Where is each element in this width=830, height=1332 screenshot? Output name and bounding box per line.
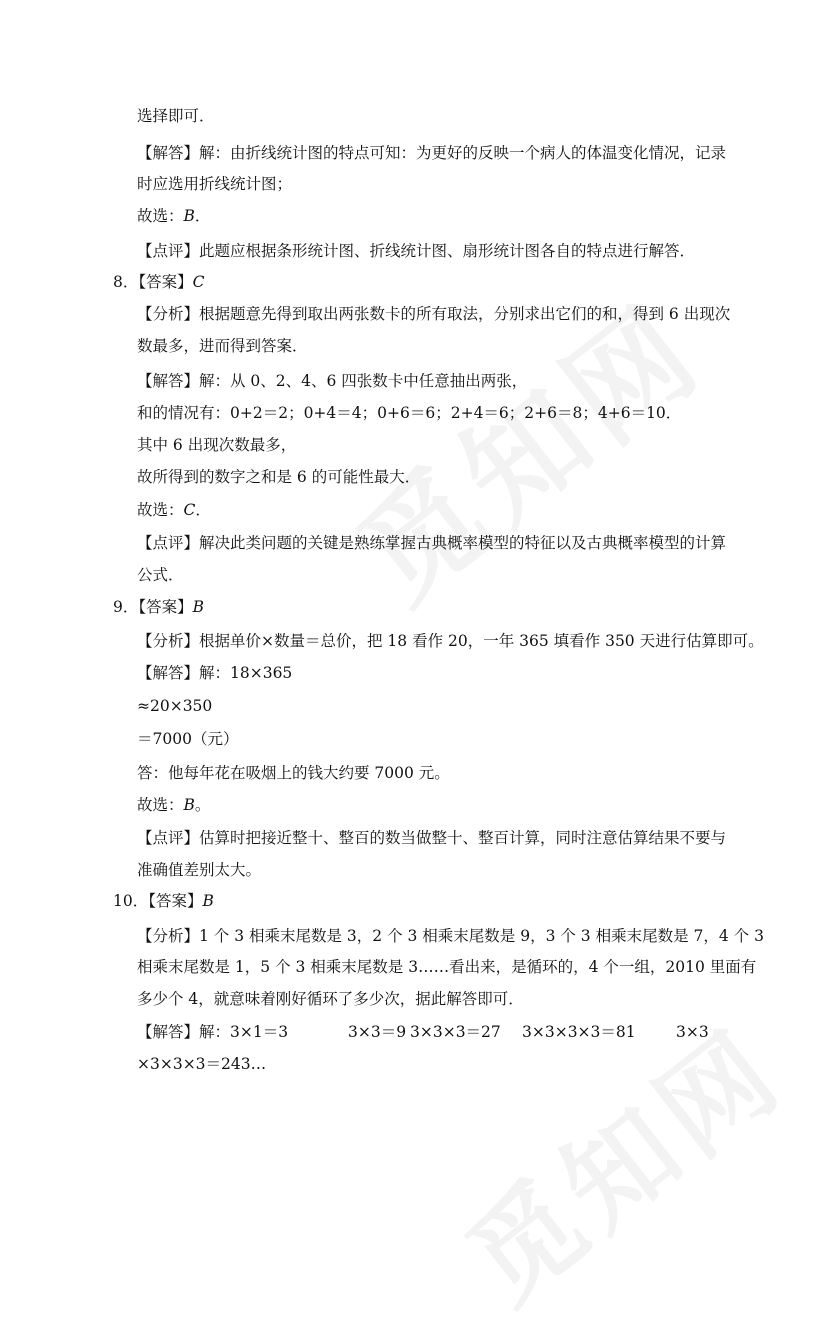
text-line: 数最多，进而得到答案．	[137, 337, 308, 355]
text-run: 3×3×3＝27	[410, 1023, 501, 1041]
text-run: 【解答】解：3×1＝3	[137, 1023, 289, 1041]
text-line: 【点评】此题应根据条形统计图、折线统计图、扇形统计图各自的特点进行解答．	[137, 242, 696, 260]
text-line: 选择即可．	[137, 107, 215, 125]
answer-letter: C	[183, 501, 196, 519]
text-run: 9．【答案】	[113, 598, 193, 616]
text-line	[137, 500, 211, 520]
text-line: 答：他每年花在吸烟上的钱大约要 7000 元。	[137, 764, 450, 782]
question-heading	[113, 891, 214, 911]
text-run: ．	[194, 207, 211, 225]
text-run: ．	[195, 501, 211, 519]
text-line: 多少个 4，就意味着刚好循环了多少次，据此解答即可．	[137, 990, 524, 1008]
text-line: 【点评】估算时把接近整十、整百的数当做整十、整百计算，同时注意估算结果不要与	[137, 829, 727, 847]
text-run: 3×3×3×3＝81	[522, 1023, 636, 1041]
text-run: 故选：	[137, 796, 184, 814]
text-line: 【分析】根据单价×数量＝总价，把 18 看作 20，一年 365 填看作 350 天进行估算即可。	[137, 632, 764, 650]
text-line: 故所得到的数字之和是 6 的可能性最大．	[137, 468, 421, 486]
question-heading	[113, 272, 205, 292]
text-line	[137, 1022, 709, 1042]
text-run: 。	[194, 796, 211, 814]
text-run: 故选：	[137, 207, 184, 225]
text-line: 其中 6 出现次数最多，	[137, 436, 297, 454]
text-line: 【解答】解：由折线统计图的特点可知：为更好的反映一个病人的体温变化情况，记录	[137, 144, 727, 162]
answer-letter: B	[192, 598, 205, 616]
text-line: 时应选用折线统计图；	[137, 175, 293, 193]
text-run: 故选：	[137, 501, 184, 519]
text-line: 【点评】解决此类问题的关键是熟练掌握古典概率模型的特征以及古典概率模型的计算	[137, 534, 727, 552]
answer-letter: B	[183, 796, 195, 814]
text-line: 公式．	[137, 566, 184, 584]
text-line: 和的情况有：0+2＝2；0+4＝4；0+6＝6；2+4＝6；2+6＝8；4+6＝10．	[137, 404, 682, 422]
text-line: ＝7000（元）	[137, 730, 239, 748]
text-run: 10．【答案】	[113, 892, 203, 910]
text-run: 8．【答案】	[113, 273, 193, 291]
text-run: 3×3＝9	[348, 1023, 407, 1041]
text-line: 【分析】根据题意先得到取出两张数卡的所有取法，分别求出它们的和，得到 6 出现次	[137, 305, 731, 323]
text-line: 【分析】1 个 3 相乘末尾数是 3，2 个 3 相乘末尾数是 9，3 个 3 相乘末尾数是 7，4 个 3	[137, 927, 764, 945]
text-line: ≈20×350	[137, 697, 213, 715]
text-line: 准确值差别太大。	[137, 861, 262, 879]
question-heading	[113, 597, 204, 617]
text-line: 【解答】解：从 0、2、4、6 四张数卡中任意抽出两张，	[137, 372, 528, 390]
text-line: 相乘末尾数是 1，5 个 3 相乘末尾数是 3……看出来，是循环的，4 个一组，2010 里面有	[137, 958, 757, 976]
answer-letter: B	[183, 207, 195, 225]
text-run: 3×3	[676, 1023, 709, 1041]
text-line	[137, 206, 210, 226]
text-line	[137, 795, 210, 815]
answer-letter: C	[192, 273, 205, 291]
text-line: ×3×3×3＝243…	[137, 1055, 267, 1073]
answer-letter: B	[202, 892, 214, 910]
text-line: 【解答】解：18×365	[137, 664, 293, 682]
